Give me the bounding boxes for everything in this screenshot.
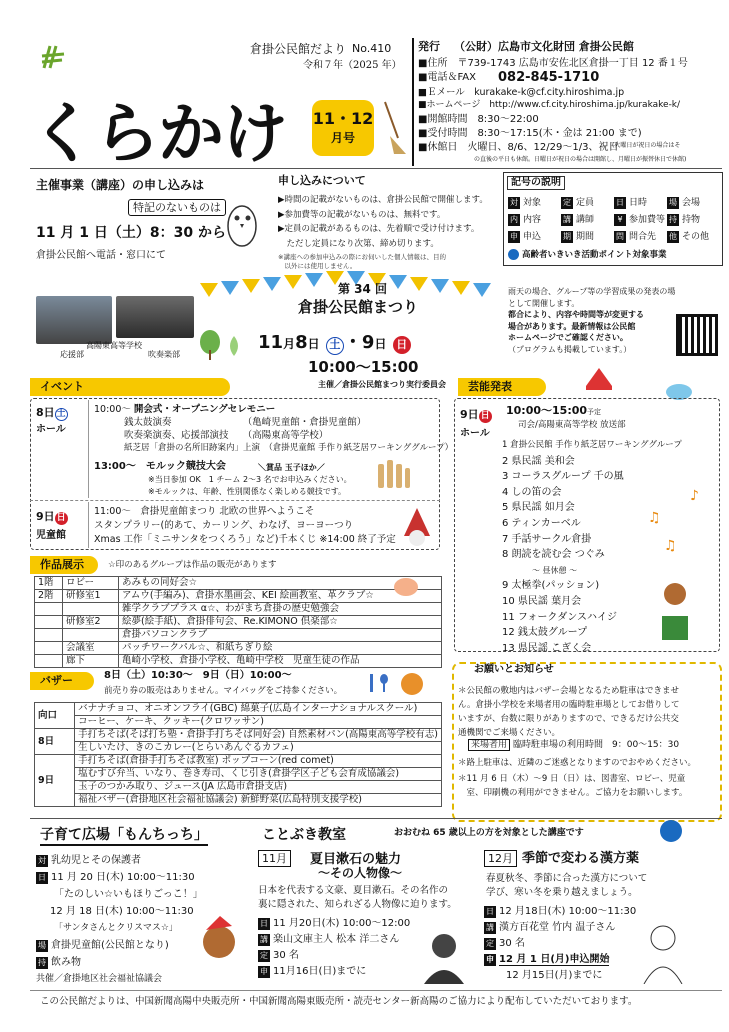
title-logo: くらかけ [30, 94, 286, 172]
lantern-icon [392, 575, 420, 599]
kotobuki-title-2: 季節で変わる漢方薬 [522, 851, 640, 866]
festival-photo-2 [116, 296, 194, 338]
address: ■住所 〒739-1743 広島市安佐北区倉掛一丁目 12 番１号 [418, 58, 688, 69]
photo-caption-3: 吹奏楽部 [148, 350, 180, 359]
event-row: 吹奏楽演奏、応援部演技 （高陽東高等学校） [124, 430, 329, 441]
bunting-flag [452, 281, 470, 295]
legend-item: 他 その他 [669, 232, 710, 242]
kotobuki-title: ことぶき教室 [262, 827, 346, 843]
footer-note: この公民館だよりは、中国新聞高陽中央販売所・中国新聞高陽東販売所・読売センター新高陽のご協力により配布していただいております。 [40, 996, 638, 1007]
list-item: 8 朗読を読む会 つぐみ [502, 549, 605, 561]
kotobuki-desc-1: 日本を代表する文豪、夏目漱石。その名作の 裏に隠された、知られざる人物像に迫ります。 [258, 885, 457, 910]
email[interactable]: ■Ｅメール kurakake-k@cf.city.hiroshima.jp [418, 87, 625, 98]
apply-date: 11 月 1 日（土）8：30 から [36, 225, 226, 241]
notice-p2: ＊路上駐車は、近隣のご迷惑となりますのでおやめください。 [458, 758, 697, 768]
festival-number: 第 34 回 [338, 282, 388, 296]
list-item: 4 しの笛の会 [502, 486, 562, 498]
closed-days: ■休館日 火曜日、8/6、12/29～1/3、祝日 [418, 142, 619, 153]
table-row: 雑学クラブプラス α☆、わがまち倉掛の歴史勉強会 [35, 603, 442, 616]
apply-notes: ▶時間の記載がないものは、倉掛公民館で開催します。 ▶参加費等の記載がないものは、無料です。 ▶定員の記載があるものは、先着順で受け付けます。 ただし定員になり次第、締め切ります。 [278, 195, 488, 249]
reception-hours: ■受付時間 8:30～17:15(木・金は 21:00 まで) [418, 128, 642, 139]
legend-item: ¥ 参加費等 [614, 212, 667, 229]
photo-caption-1: 応援部 [60, 350, 84, 359]
header-rule [30, 168, 722, 169]
table-row: 玉子のつかみ取り、ジュース(JA 広島市倉掛支店) [35, 781, 442, 794]
list-item: 3 コーラスグループ 千の風 [502, 471, 624, 483]
apply-note-box: 特記のないものは [128, 199, 226, 216]
hiroba-title: 子育て広場「もんちっち」 [40, 824, 208, 846]
list-item: 12 銭太鼓グループ [502, 627, 588, 639]
list-item: 7 手話サークル倉掛 [502, 533, 592, 545]
table-row: 向口 バナナチョコ、オニオンフライ(GBC) 綿菓子(広島インターナショナルスクール) [35, 703, 442, 716]
music-note-icon: ♪ [690, 488, 699, 504]
parking-time: 来場者用 臨時駐車場の利用時間 9：00～15：30 [468, 740, 679, 751]
legend-item: 内 内容 [510, 215, 542, 225]
day1-place: ホール [36, 424, 66, 435]
logo-mark [40, 42, 68, 70]
qr-code[interactable] [676, 314, 718, 356]
event-row: 10:00～ 開会式・オープニングセレモニー [94, 404, 276, 415]
closed-note-1: (火曜日が祝日の場合はそ [612, 142, 681, 149]
issue-badge: 11・12 月号 [312, 100, 374, 156]
molkky: 13:00～ モルック競技大会 [94, 461, 226, 472]
closed-note-2: の直後の平日も休館。日曜日が祝日の場合は開館し、月曜日が振替休日で休館) [474, 156, 687, 163]
bunting-flag [242, 279, 260, 293]
performance-day: 9日 日 [460, 408, 490, 421]
notice-title: お願いとお知らせ [470, 664, 558, 676]
performance-place: ホール [460, 428, 490, 439]
legend-item: 講 講師 [563, 215, 595, 225]
legend-item: 期 期間 [563, 232, 595, 242]
table-row: 会議室 パッチワークパル☆、和紙ちぎり絵 [35, 642, 442, 655]
hiroba-details: 対 乳幼児とその保護者 日 11 月 20 日(木) 10:00～11:30 「たのしい☆いもほりごっこ！」 12 月 18 日(木) 10:00～11:30 「サンタさんとクリスマス☆」 場 倉掛児童館(公民館となり) 持 飲み物 共催／倉掛地区社会福祉協議会 [36, 855, 203, 984]
kotobuki-month-2: 12月 [484, 850, 517, 867]
sat-circle: 土 [326, 337, 344, 355]
list-item: 11 フォークダンスハイジ [502, 611, 618, 623]
list-item: 9 太極拳(パッション) [502, 580, 600, 592]
table-row: 塩むすび弁当、いなり、巻き寿司、くじ引き(倉掛学区子ども会育成協議会) [35, 768, 442, 781]
gnome-icon [400, 506, 434, 548]
bunting-flag [431, 279, 449, 293]
bunting-flag [221, 281, 239, 295]
about-title: 申し込みについて [278, 174, 366, 187]
performance-banner: 芸能発表 [458, 378, 546, 396]
leaf-icon [226, 336, 242, 358]
kotobuki-title-1b: ～その人物像～ [318, 866, 403, 880]
performance-time: 10:00～15:00予定 [506, 404, 602, 417]
molkky-note-2: ※モルックは、年齢、性別関係なく楽しめる競技です。 [148, 487, 347, 496]
notice-p3: ＊11 月 6 日（木）～9 日（日）は、図書室、ロビー、児童 室、印刷機の利用ができません。ご協力をお願いします。 [458, 774, 688, 798]
apply-place: 倉掛公民館へ電話・窓口にて [36, 250, 166, 261]
legend-item: 対 対象 [510, 198, 542, 208]
bag-icon [398, 668, 426, 696]
kotobuki-subtitle: おおむね 65 歳以上の方を対象とした講座です [394, 828, 584, 838]
table-row: 1階 ロビー あみもの同好会☆ [35, 577, 442, 590]
open-hours: ■開館時間 8:30～22:00 [418, 114, 539, 125]
cutlery-icon [366, 672, 394, 694]
festival-right-note: 雨天の場合、グループ等の学習成果の発表の場 として開催します。 都合により、内容や時間等が変更する 場合があります。最新情報は公民館 ホームページでご確認ください。 （プログラムも掲載しています。） [508, 287, 676, 354]
table-row: コーヒー、ケーキ、クッキー(クロワッサン) [35, 716, 442, 729]
photo-caption-2: 高陽東高等学校 [86, 341, 142, 350]
tel-number: 082-845-1710 [498, 70, 600, 85]
newsletter-name: 倉掛公民館だより [250, 42, 347, 56]
issue-number: No.410 [352, 42, 392, 55]
day2-place: 児童館 [36, 530, 66, 541]
notice-p1: ＊公民館の敷地内はバザー会場となるため駐車はできませ ん。倉掛小学校を来場者用の臨時駐車場としてお借りして いますが、台数に限りがありますので、できるだけ公共交 通機関でご来場ください。 [458, 686, 680, 738]
bird-icon [222, 196, 262, 252]
kotobuki-month-1: 11月 [258, 850, 291, 867]
list-item: 5 県民謡 如月会 [502, 502, 575, 514]
list-item: 1 倉掛公民館 手作り紙芝居ワーキンググループ [502, 440, 682, 450]
festival-date: 11月8日 土 ・9日 日 [258, 328, 411, 355]
legend-item: 持 持物 [669, 215, 701, 225]
kotobuki-title-1: 夏目漱石の魅力 [310, 852, 402, 867]
legend-item: 定 定員 [563, 198, 595, 208]
event-rows [94, 403, 453, 455]
exhibit-table [34, 576, 442, 668]
bunting-flag [284, 275, 302, 289]
table-row: 研修室2 絵夢(絵手紙)、倉掛俳句会、Re.KIMONO 倶楽部☆ [35, 616, 442, 629]
legend-item: 申 申込 [510, 232, 542, 242]
molkky-prize: ＼賞品 玉子ほか／ [258, 463, 325, 472]
publisher-box [412, 38, 722, 166]
list-item: 2 県民謡 美和会 [502, 455, 575, 467]
apply-title: 主催事業（講座）の申し込みは [36, 178, 205, 192]
event-row: 銭太鼓演奏 （亀崎児童館・倉掛児童館） [124, 417, 367, 428]
festival-organizer: 主催／倉掛公民館まつり実行委員会 [318, 380, 446, 389]
bazaar-time: 8日（土）10:30～ 9日（日）10:00～ [104, 670, 292, 681]
tent-icon [584, 366, 614, 392]
broom-icon [380, 100, 410, 156]
kotobuki-details-1: 日 11 月20日(木) 10:00～12:00 講 楽山文庫主人 松本 洋二さん 定 30 名 申 11月16日(日)までに [260, 918, 411, 977]
sun-circle: 日 [393, 336, 411, 354]
table-row: 福祉バザー(倉掛地区社会福祉協議会) 新鮮野菜(広島特別支援学校) [35, 794, 442, 807]
homepage[interactable]: ■ホームページ http://www.cf.city.hiroshima.jp/kurakake-k/ [418, 100, 681, 110]
table-row: 生しいたけ、きのこカレー(とらいあんぐるカフェ) [35, 742, 442, 755]
day1-label: 8日 土 [36, 406, 66, 419]
exhibit-note: ☆印のあるグループは作品の販売があります [108, 560, 277, 570]
day2-rows: 11:00～ 倉掛児童館まつり 北欧の世界へようこそ スタンプラリー(的あて、カーリング、わなげ、ヨーヨーつり Xmas 工作「ミニサンタをつくろう」など)千本くじ ※14:00 終了予定 [94, 506, 396, 545]
kotobuki-desc-2: 春夏秋冬、季節に合った漢方について 学び、寒い冬を乗り越えましょう。 [486, 873, 648, 898]
list-item: 13 県民謡 こぎく会 [502, 642, 592, 654]
bazaar-table [34, 702, 442, 807]
table-row: 9日 手打ちそば(倉掛手打ちそば教室) ポップコーン(red comet) [35, 755, 442, 768]
list-item: 10 県民謡 葉月会 [502, 595, 582, 607]
festival-name: 倉掛公民館まつり [298, 298, 419, 316]
bunting-flag [263, 277, 281, 291]
festival-time: 10:00～15:00 [308, 358, 419, 376]
event-row: 紙芝居「倉掛の名所旧跡案内」上演 （倉掛児童館 手作り紙芝居ワーキンググループ） [124, 443, 454, 453]
legend-item: 場 会場 [669, 198, 701, 208]
music-note-icon: ♫ [648, 510, 661, 526]
publisher-label: 発行 [418, 40, 440, 53]
bunting-flag [200, 283, 218, 297]
kotobuki-details-2: 日 12 月18日(木) 10:00～11:30 講 漢方百花堂 竹内 温子さん 定 30 名 申 12 月 1 日(月)申込開始 12 月15日(月)までに [486, 906, 637, 981]
legend-point: 高齢者いきいき活動ポイント対象事業 [508, 249, 667, 260]
day2-label: 9日 日 [36, 510, 66, 523]
table-row: 2階 研修室1 アムウ(手編み)、倉掛水墨画会、KEI 絵画教室、革クラブ☆ [35, 590, 442, 603]
list-item: 6 ティンカーベル [502, 517, 581, 529]
exhibit-banner: 作品展示 [30, 556, 98, 574]
issue-date: 令和７年（2025 年） [303, 60, 402, 71]
lecturer-illustration [638, 920, 688, 984]
kotobuki-info-icon [660, 820, 682, 842]
events-banner: イベント [30, 378, 230, 396]
monkey-icon [196, 916, 242, 962]
legend-item: 問 問合先 [616, 232, 657, 242]
bunting-flag [473, 283, 491, 297]
bazaar-note: 前売り券の販売はありません。マイバッグをご持参ください。 [104, 686, 343, 696]
privacy-note: ※講座への参加申込みの際にお伺いした個人情報は、目的 以外には使用しません。 [278, 253, 446, 270]
bunting-flag [389, 275, 407, 289]
table-row: 倉掛パソコンクラブ [35, 629, 442, 642]
molkky-note-1: ※当日参加 OK 1 チーム 2～3 名でお申込みください。 [148, 475, 352, 484]
molkky-pins-icon [374, 458, 412, 492]
performance-mc: 司会/高陽東高等学校 放送部 [518, 420, 626, 430]
music-note-icon: ♫ [664, 538, 677, 554]
tel-label: ■電話＆FAX [418, 72, 476, 83]
table-row: 廊下 亀崎小学校、倉掛小学校、亀崎中学校 児童生徒の作品 [35, 655, 442, 668]
publisher: （公財）広島市文化財団 倉掛公民館 [454, 40, 634, 53]
legend-item: 日 日時 [616, 198, 648, 208]
bunting-flag [410, 277, 428, 291]
festival-photo-1 [36, 296, 112, 344]
legend-box [503, 172, 723, 266]
tree-icon [198, 330, 222, 360]
bazaar-banner: バザー [30, 672, 94, 690]
legend-title: 記号の説明 [507, 176, 565, 190]
soseki-portrait [420, 928, 468, 984]
list-item: ～ 昼休憩 ～ [532, 565, 578, 575]
monkey-drum-icon [650, 578, 700, 644]
table-row: 8日 手打ちそば(そば打ち塾・倉掛手打ちそば同好会) 自然素材パン(高陽東高等学校有志) [35, 729, 442, 742]
bunting-flag [305, 273, 323, 287]
